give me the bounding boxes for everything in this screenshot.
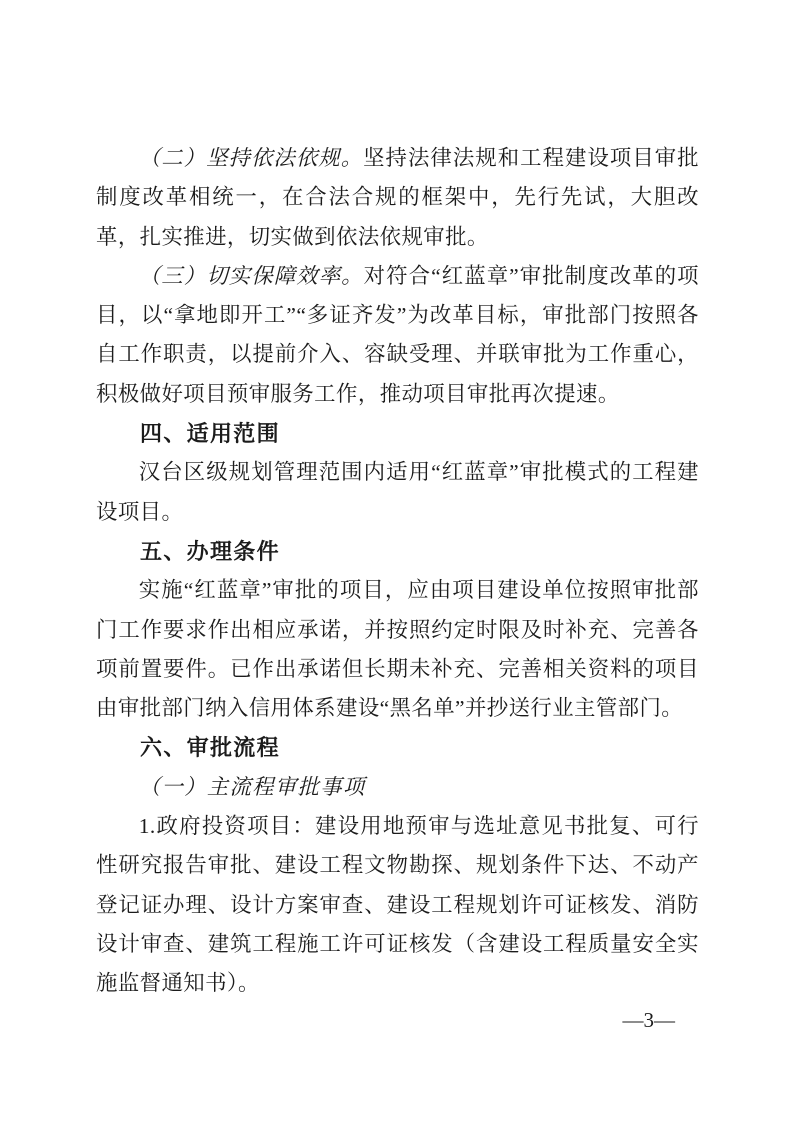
paragraph-legal-compliance bbox=[96, 139, 699, 257]
document-body bbox=[96, 139, 699, 1004]
paragraph-scope: 汉台区级规划管理范围内适用“红蓝章”审批模式的工程建设项目。 bbox=[96, 460, 699, 524]
page-number: —3— bbox=[622, 1008, 675, 1032]
paragraph-government-investment-projects: 1.政府投资项目：建设用地预审与选址意见书批复、可行性研究报告审批、建设工程文物勘探、规划条件下达、不动产登记证办理、设计方案审查、建设工程规划许可证核发、消防设计审查、建筑工程施工许可证核发（含建设工程质量安全实施监督通知书）。 bbox=[96, 814, 699, 996]
paragraph-lead-label: （三）切实保障效率。 bbox=[138, 263, 364, 288]
paragraph-text: 坚持法律法规和工程建设项目审批制度改革相统一，在合法合规的框架中，先行先试，大胆改革，扎实推进，切实做到依法依规审批。 bbox=[96, 146, 700, 249]
sub-heading-main-process-items: （一）主流程审批事项 bbox=[138, 774, 366, 799]
paragraph-text: 对符合“红蓝章”审批制度改革的项目，以“拿地即开工”“多证齐发”为改革目标，审批部门按照各自工作职责，以提前介入、容缺受理、并联审批为工作重心，积极做好项目预审服务工作，推动项目审批再次提速。 bbox=[96, 263, 699, 406]
section-heading-process: 六、审批流程 bbox=[140, 735, 280, 761]
paragraph-lead-label: （二）坚持依法依规。 bbox=[138, 146, 364, 170]
paragraph-efficiency bbox=[96, 257, 699, 414]
paragraph-conditions: 实施“红蓝章”审批的项目，应由项目建设单位按照审批部门工作要求作出相应承诺，并按照约定时限及时补充、完善各项前置要件。已作出承诺但长期未补充、完善相关资料的项目由审批部门纳入信用体系建设“黑名单”并抄送行业主管部门。 bbox=[96, 578, 699, 721]
section-heading-scope: 四、适用范围 bbox=[140, 421, 280, 447]
section-heading-conditions: 五、办理条件 bbox=[140, 538, 280, 564]
